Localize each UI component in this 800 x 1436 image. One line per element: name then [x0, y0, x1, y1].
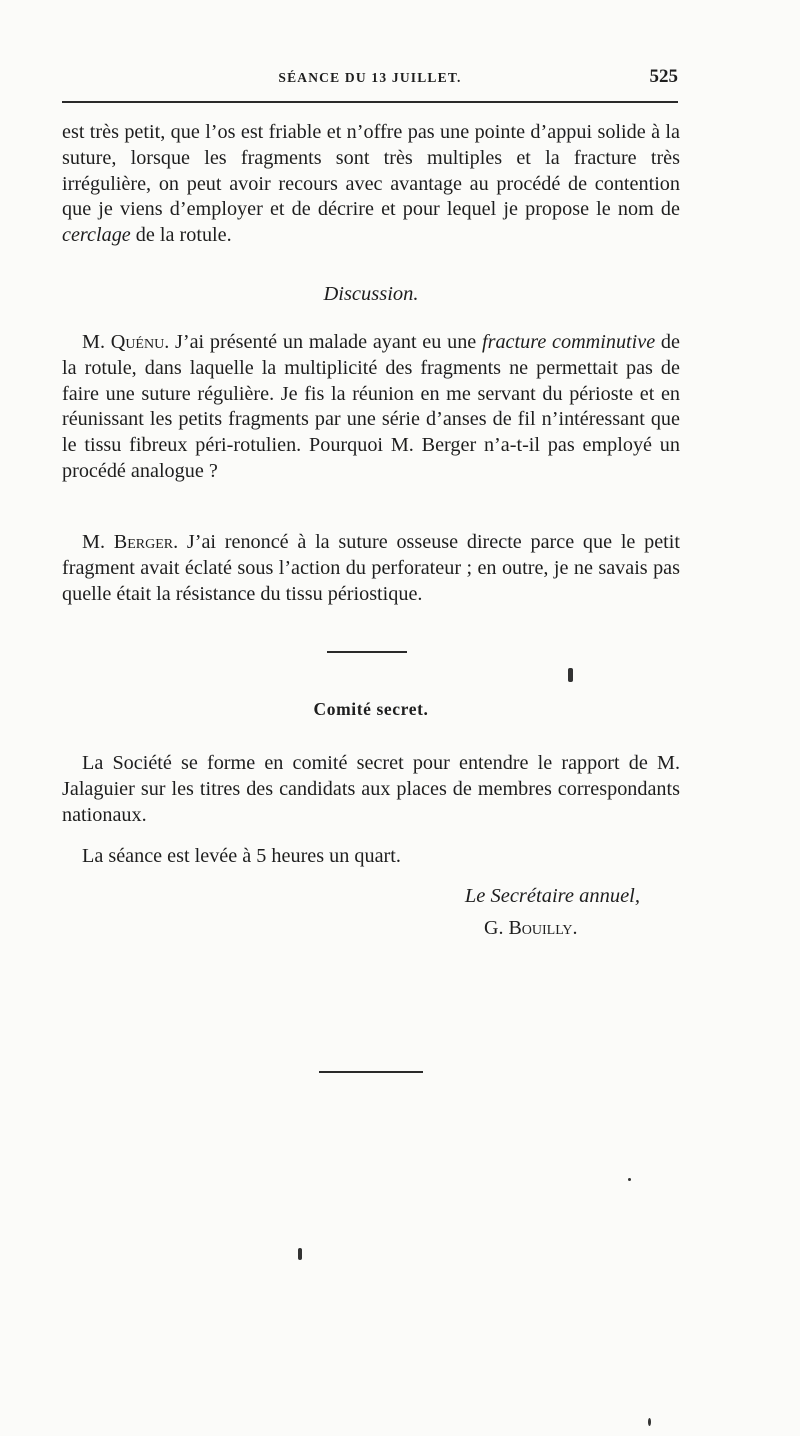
comite-secret-heading: Comité secret. [313, 699, 429, 719]
paragraph1-italic: cerclage [62, 224, 131, 247]
quenu-text-after: de la rotule, dans laquelle la multiplicité des fragments ne permettait pas de faire une suture régulière. Je fis la réunion en me servant du périoste et en réunissant les petits fragments par une série d’anses de fil n’intéressant que le tissu fibreux péri-rotulien. Pourquoi M. Berger n’a-t-il pas employé un procédé analogue ? [62, 331, 680, 482]
header-rule [62, 101, 678, 103]
end-divider [319, 1071, 423, 1073]
running-head [62, 62, 678, 90]
discussion-heading: Discussion. [323, 283, 419, 305]
signature-role: Le Secrétaire annuel, [464, 885, 640, 907]
ink-speck [628, 1178, 631, 1181]
paragraph1-before: est très petit, que l’os est friable et n’offre pas une pointe d’appui solide à la suture, lorsque les fragments sont très multiples et la fracture très irrégulière, on peut avoir recours avec avantage au procédé de contention que je viens d’employer et de décrire et pour lequel je propose le nom de [62, 121, 680, 221]
ink-speck [298, 1248, 302, 1260]
comite-paragraph [62, 751, 680, 828]
closing-paragraph-text: La séance est levée à 5 heures un quart. [82, 845, 401, 867]
paragraph1-after: de la rotule. [130, 224, 232, 247]
section-divider [327, 651, 407, 653]
ink-speck [648, 1418, 651, 1426]
paragraph-continuation [62, 120, 680, 249]
quenu-text-italic: fracture comminutive [482, 331, 656, 353]
comite-paragraph-text: La Société se forme en comité secret pour entendre le rapport de M. Jalaguier sur les titres des candidats aux places de membres correspondants nationaux. [62, 752, 680, 826]
quenu-paragraph [62, 330, 680, 485]
quenu-speaker: M. Quénu. [82, 331, 170, 353]
berger-paragraph [62, 530, 680, 607]
running-head-title: SÉANCE DU 13 JUILLET. [278, 70, 462, 85]
closing-paragraph [62, 844, 680, 870]
signature-name: G. Bouilly. [484, 917, 578, 939]
berger-text: J’ai renoncé à la suture osseuse directe parce que le petit fragment avait éclaté sous l’action du perforateur ; en outre, je ne savais pas quelle était la résistance du tissu périostique. [62, 531, 680, 605]
ink-speck [568, 668, 573, 682]
berger-speaker: M. Berger. [82, 531, 179, 553]
quenu-text-before: J’ai présenté un malade ayant eu une [169, 331, 482, 353]
page-number: 525 [649, 66, 678, 87]
